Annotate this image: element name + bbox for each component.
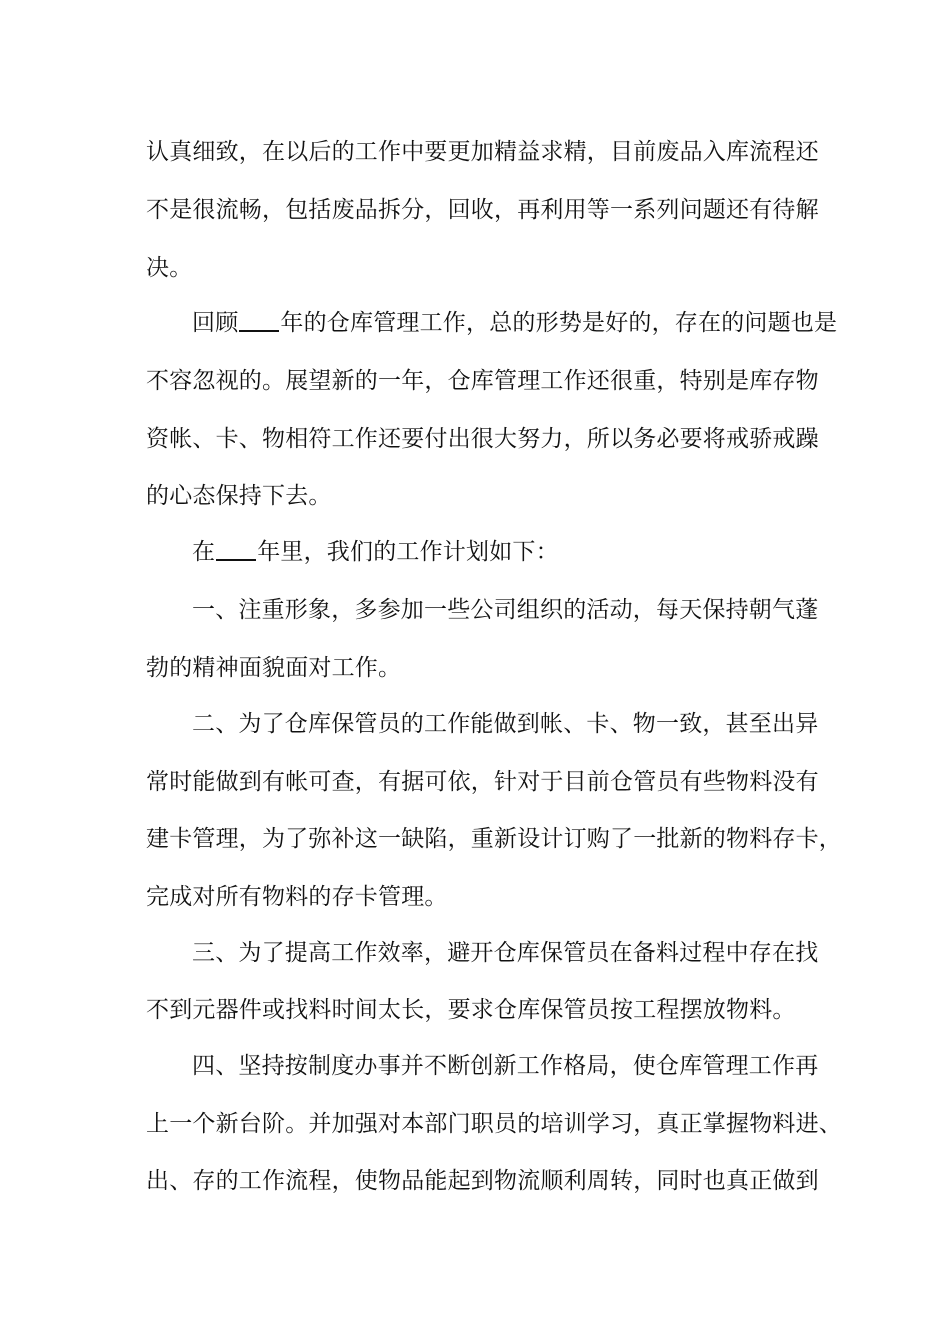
paragraph-2-line-3: 资帐、卡、物相符工作还要付出很大努力，所以务必要将戒骄戒躁 [146,426,819,452]
paragraph-2-line-1-start: 回顾 [192,310,239,336]
plan-item-2-line-1: 二、为了仓库保管员的工作能做到帐、卡、物一致，甚至出异 [192,711,819,737]
paragraph-1-line-1: 认真细致，在以后的工作中要更加精益求精，目前废品入库流程还 [146,139,819,165]
plan-item-3-line-1: 三、为了提高工作效率，避开仓库保管员在备料过程中存在找 [192,940,819,966]
paragraph-2-line-2: 不容忽视的。展望新的一年，仓库管理工作还很重，特别是库存物 [146,368,819,394]
plan-item-4-line-2: 上一个新台阶。并加强对本部门职员的培训学习，真正掌握物料进、 [146,1111,842,1137]
year-blank-line [239,328,279,332]
plan-item-1-line-1: 一、注重形象，多参加一些公司组织的活动，每天保持朝气蓬 [192,597,819,623]
paragraph-2-line-1-end: 年的仓库管理工作，总的形势是好的，存在的问题也是 [280,310,838,336]
plan-item-2-line-3: 建卡管理，为了弥补这一缺陷，重新设计订购了一批新的物料存卡， [146,826,842,852]
year-blank-line [216,557,256,561]
paragraph-3-line-1-start: 在 [192,539,216,565]
paragraph-2-line-1 [192,303,872,343]
plan-item-4-line-1: 四、坚持按制度办事并不断创新工作格局，使仓库管理工作再 [192,1053,819,1079]
paragraph-3-line-1-end: 年里，我们的工作计划如下： [257,539,559,565]
plan-item-2-line-4: 完成对所有物料的存卡管理。 [146,884,448,910]
plan-item-3-line-2: 不到元器件或找料时间太长，要求仓库保管员按工程摆放物料。 [146,997,796,1023]
plan-item-1-line-2: 勃的精神面貌面对工作。 [146,655,402,681]
plan-item-2-line-2: 常时能做到有帐可查，有据可依，针对于目前仓管员有些物料没有 [146,769,819,795]
paragraph-1-line-3: 决。 [146,255,193,281]
plan-item-4-line-3: 出、存的工作流程，使物品能起到物流顺利周转，同时也真正做到 [146,1168,819,1194]
paragraph-3-line-1 [192,532,872,572]
paragraph-1-line-2: 不是很流畅，包括废品拆分，回收，再利用等一系列问题还有待解 [146,197,819,223]
paragraph-2-line-4: 的心态保持下去。 [146,483,332,509]
